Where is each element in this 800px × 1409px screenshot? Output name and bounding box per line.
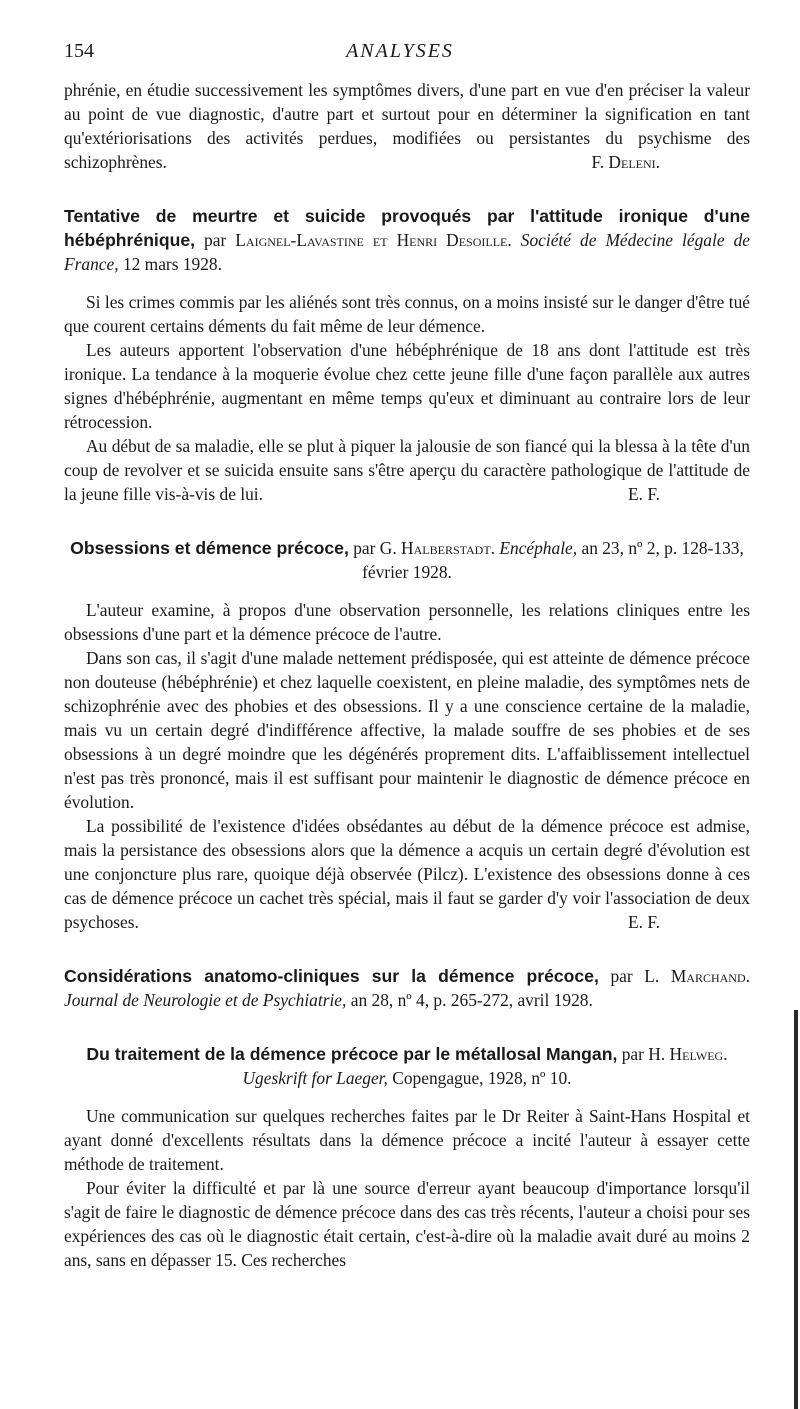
article-2-paragraph: L'auteur examine, à propos d'une observation personnelle, les relations cliniques entre les obsessions d'une part et la démence précoce de l'autre. xyxy=(64,600,750,644)
article-1 xyxy=(64,204,750,506)
article-1-paragraph: Les auteurs apportent l'observation d'une hébéphrénique de 18 ans dont l'attitude est très ironique. La tendance à la moquerie évolue chez cette jeune fille d'une façon parallèle aux autres signes d'hébéphrénie, augmentant en même temps qu'eux et diminuant au contraire lors de leur rétrocession. xyxy=(64,340,750,432)
article-1-source: Société de Médecine légale de France, xyxy=(64,230,750,274)
article-4-paragraph: Pour éviter la difficulté et par là une source d'erreur ayant beaucoup d'importance lorsqu'il s'agit de faire le diagnostic de démence précoce dans des cas très récents, l'auteur a choisi pour ses expériences des cas où le diagnostic était certain, c'est-à-dire où la maladie avait duré au moins 2 ans, sans en dépasser 15. Ces recherches xyxy=(64,1178,750,1270)
article-1-by: par xyxy=(204,230,227,250)
article-2-paragraph-text: La possibilité de l'existence d'idées obsédantes au début de la démence précoce est admise, mais la persistance des obsessions alors que la démence a acquis un certain degré d'évolution est une conjoncture plus rare, quoique déjà observée (Pilcz). L'existence des obsessions donne à ces cas de démence précoce un cachet très spécial, mais il faut se garder d'y voir l'association de deux psychoses. xyxy=(64,816,750,932)
article-1-authors: Laignel-Lavastine et Henri Desoille. xyxy=(235,230,512,250)
article-2-heading xyxy=(64,536,750,584)
article-3-source: Journal de Neurologie et de Psychiatrie, xyxy=(64,990,347,1010)
article-1-heading xyxy=(64,204,750,276)
article-1-paragraph xyxy=(64,434,750,506)
article-1-title: Tentative de meurtre et suicide provoqués par l'attitude ironique d'une hébéphrénique, xyxy=(64,206,750,250)
article-4-title: Du traitement de la démence précoce par le métallosal Mangan, xyxy=(86,1044,618,1064)
article-4-source: Ugeskrift for Laeger, xyxy=(242,1068,388,1088)
article-1-date: 12 mars 1928. xyxy=(122,254,222,274)
article-2-by: par xyxy=(353,538,376,558)
article-2-paragraph: Dans son cas, il s'agit d'une malade nettement prédisposée, qui est atteinte de démence précoce non douteuse (hébéphrénie) et chez laquelle coexistent, en pleine maladie, des symptômes nets de schizophrénie avec des phobies et des obsessions. Il y a une conscience certaine de la maladie, mais vu un certain degré d'indifférence affective, la malade souffre de ses phobies et de ses obsessions à un degré moindre que les dégénérés proprement dits. L'affaiblissement intellectuel n'est pas très prononcé, mais il est suffisant pour maintenir le diagnostic de démence précoce en évolution. xyxy=(64,648,750,812)
article-4-details: Copengague, 1928, nº 10. xyxy=(392,1068,572,1088)
page-header xyxy=(64,40,736,66)
article-3-by: par xyxy=(610,966,633,986)
page-content xyxy=(64,78,750,1272)
article-2-details: an 23, nº 2, p. 128-133, février 1928. xyxy=(362,538,744,582)
article-3-details: an 28, nº 4, p. 265-272, avril 1928. xyxy=(350,990,593,1010)
article-4-paragraph: Une communication sur quelques recherches faites par le Dr Reiter à Saint-Hans Hospital et ayant donné d'excellents résultats dans la démence précoce a incité l'auteur à essayer cette méthode de traitement. xyxy=(64,1106,750,1174)
article-4 xyxy=(64,1042,750,1272)
article-3-authors: L. Marchand. xyxy=(644,966,750,986)
article-4-heading xyxy=(64,1042,750,1090)
article-1-paragraph: Si les crimes commis par les aliénés sont très connus, on a moins insisté sur le danger d'être tué que courent certains déments du fait même de leur démence. xyxy=(64,292,750,336)
article-2-source: Encéphale, xyxy=(499,538,578,558)
article-4-authors: H. Helweg. xyxy=(648,1044,728,1064)
article-3-title: Considérations anatomo-cliniques sur la démence précoce, xyxy=(64,966,599,986)
intro-paragraph xyxy=(64,78,750,174)
intro-text: phrénie, en étudie successivement les symptômes divers, d'une part en vue d'en préciser la valeur au point de vue diagnostic, d'autre part et surtout pour en déterminer la signification en tant qu'extériorisations des activités perdues, modifiées ou persistantes du psychisme des schizophrènes. xyxy=(64,80,750,172)
article-2 xyxy=(64,536,750,934)
article-2-authors: G. Halberstadt. xyxy=(379,538,495,558)
article-3 xyxy=(64,964,750,1012)
article-1-signature: E. F. xyxy=(628,484,660,504)
article-1-paragraph-text: Au début de sa maladie, elle se plut à piquer la jalousie de son fiancé qui la blessa à la tête d'un coup de revolver et se suicida ensuite sans s'être aperçu du caractère pathologique de l'attitude de la jeune fille vis-à-vis de lui. xyxy=(64,436,750,504)
running-title: ANALYSES xyxy=(346,40,454,62)
article-2-title: Obsessions et démence précoce, xyxy=(70,538,349,558)
article-3-heading xyxy=(64,964,750,1012)
article-2-signature: E. F. xyxy=(628,912,660,932)
scan-margin-edge xyxy=(794,1010,798,1409)
intro-signature: F. Deleni. xyxy=(591,152,660,172)
article-4-by: par xyxy=(621,1044,644,1064)
article-2-paragraph xyxy=(64,814,750,934)
page-number: 154 xyxy=(64,40,94,62)
